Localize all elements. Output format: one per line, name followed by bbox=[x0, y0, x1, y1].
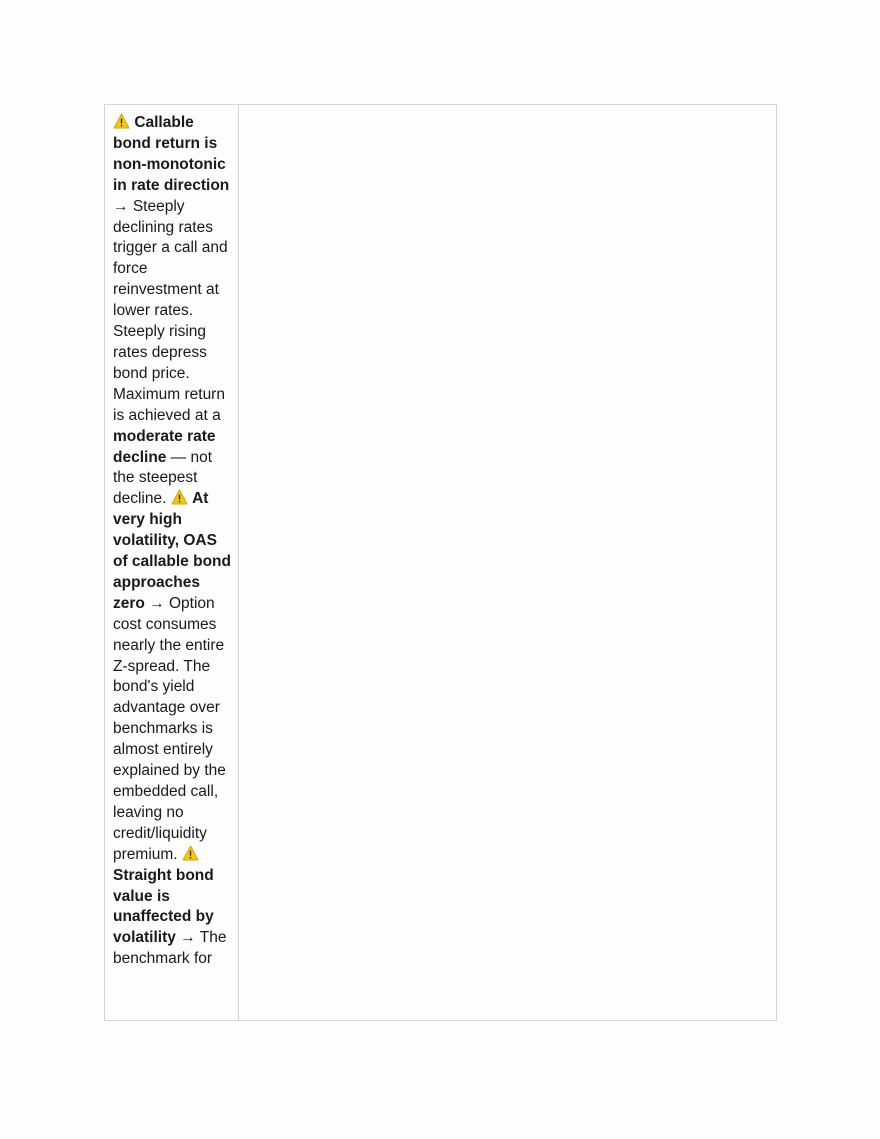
note-body: — not the steepest decline. bbox=[113, 448, 213, 508]
arrow: → bbox=[149, 594, 165, 612]
arrow: → bbox=[113, 197, 129, 215]
note-heading: Straight bond value is unaffected by volatility bbox=[113, 866, 214, 947]
warning-icon bbox=[182, 845, 199, 861]
note-heading: At very high volatility, OAS of callable bond approaches zero bbox=[113, 490, 231, 612]
empty-cell bbox=[239, 105, 776, 1020]
notes-table bbox=[104, 104, 777, 1021]
arrow: → bbox=[180, 929, 196, 947]
notes-cell bbox=[105, 105, 239, 1020]
note-body: The benchmark for bbox=[113, 929, 227, 968]
warning-icon bbox=[171, 489, 188, 505]
note-heading: Callable bond return is non-monotonic in rate direction bbox=[113, 114, 230, 194]
note-body: Steeply declining rates trigger a call and force reinvestment at lower rates. Steeply rising rates depress bond price. Maximum return is achieved at a bbox=[113, 197, 228, 424]
note-emphasis: moderate rate decline bbox=[113, 427, 216, 466]
warning-icon bbox=[113, 113, 130, 129]
note-body: Option cost consumes nearly the entire Z-spread. The bond's yield advantage over benchmarks is almost entirely explained by the embedded call, leaving no credit/liquidity premium. bbox=[113, 594, 226, 863]
